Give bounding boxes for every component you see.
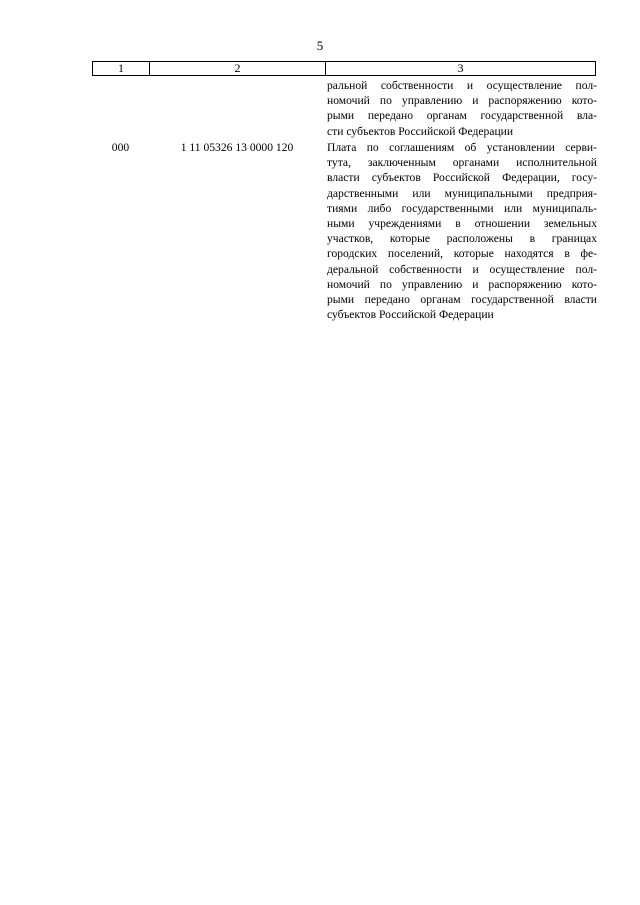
text-line: Плата по соглашениям об установлении серви- xyxy=(327,141,597,154)
admin-code: 000 xyxy=(111,141,130,154)
table-header-row xyxy=(92,61,596,76)
text-line: ными учреждениями в отношении земельных xyxy=(327,217,597,231)
header-col-3: 3 xyxy=(457,61,464,75)
text-line: номочий по управлению и распоряжению кото- xyxy=(327,277,597,291)
revenue-description xyxy=(327,140,597,322)
text-line: участков, которые расположены в границах xyxy=(327,232,597,246)
text-line: дарственными или муниципальными предприя- xyxy=(327,186,597,200)
text-line: городских поселений, которые находятся в фе- xyxy=(327,247,597,261)
page-number: 5 xyxy=(316,38,324,53)
text-line: субъектов Российской Федерации xyxy=(327,308,494,322)
text-line: номочий по управлению и распоряжению кото- xyxy=(327,94,597,108)
text-line: тиями либо государственными или муниципаль- xyxy=(327,201,597,215)
revenue-code: 1 11 05326 13 0000 120 xyxy=(180,141,294,154)
text-line: ральной собственности и осуществление пол- xyxy=(327,79,597,92)
continued-description xyxy=(327,78,597,139)
text-line: деральной собственности и осуществление пол- xyxy=(327,262,597,276)
header-col-1: 1 xyxy=(93,62,150,75)
text-line: рыми передано органам государственной вла- xyxy=(327,109,597,123)
header-col-2: 2 xyxy=(150,62,326,75)
text-line: власти субъектов Российской Федерации, госу- xyxy=(327,171,597,185)
text-line: рыми передано органам государственной власти xyxy=(327,293,597,307)
text-line: сти субъектов Российской Федерации xyxy=(327,124,514,138)
text-line: тута, заключенным органами исполнительной xyxy=(327,156,597,170)
